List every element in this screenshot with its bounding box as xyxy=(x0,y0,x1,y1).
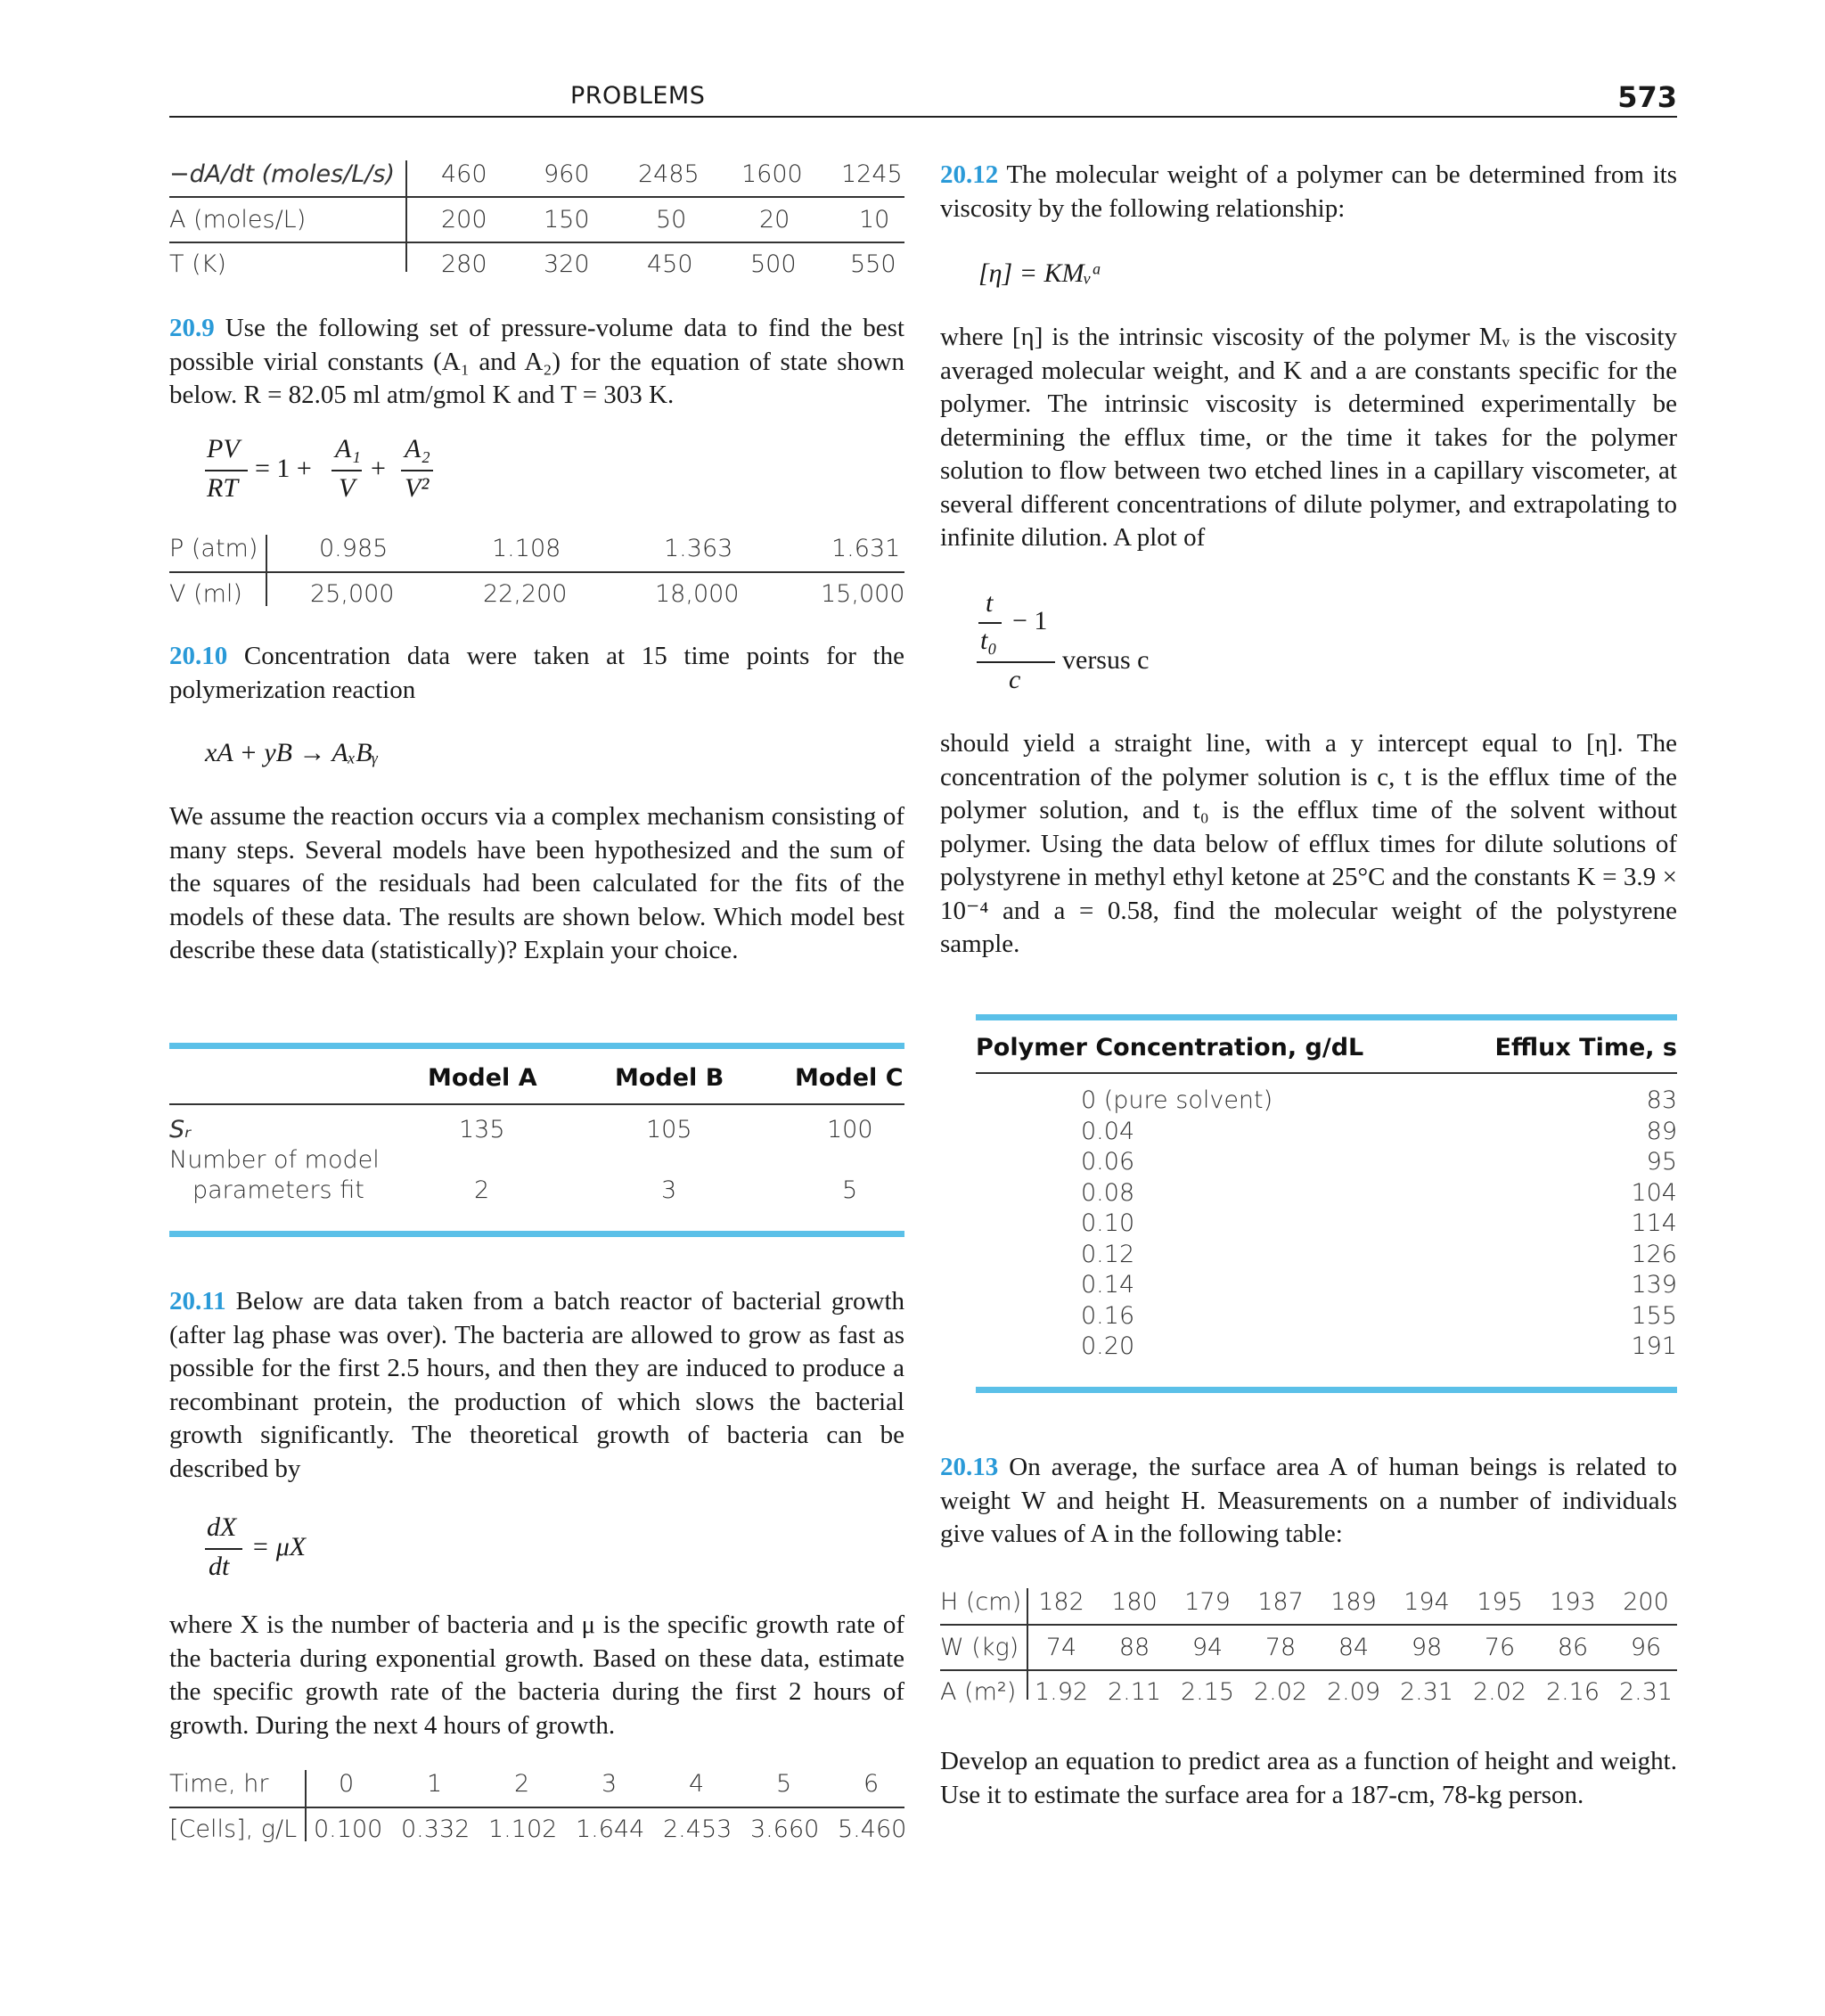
cell: 25,000 xyxy=(310,580,395,608)
concentration-cell: 0 (pure solvent) xyxy=(1081,1086,1273,1114)
table-cell: 2.31 xyxy=(1399,1678,1454,1706)
column-header: Model B xyxy=(615,1064,724,1092)
cell: 200 xyxy=(441,206,487,234)
cell: 15,000 xyxy=(821,580,905,608)
row-label: Time, hr xyxy=(169,1770,269,1798)
problem-20-10-text: We assume the reaction occurs via a complex mechanism consisting of many steps. Several models have been hypothesized and the sum of the squares of the residuals had been calculated for the fits of the models of these data. The results are shown below. Which model best describe these data (statistically)? Explain your choice. xyxy=(169,802,904,964)
cell: 4 xyxy=(689,1770,705,1798)
cell: 3 xyxy=(602,1770,618,1798)
cell: 3.660 xyxy=(750,1815,820,1843)
row-label: W (kg) xyxy=(940,1634,1019,1661)
row-label: [Cells], g/L xyxy=(169,1815,298,1843)
cell: 1 xyxy=(427,1770,443,1798)
table-rule xyxy=(169,571,904,573)
table-cell: 2.31 xyxy=(1618,1678,1674,1706)
row-label: Sᵣ xyxy=(169,1116,192,1143)
row-label: Number of model xyxy=(169,1146,380,1174)
efflux-time-column xyxy=(1631,1086,1677,1363)
cell: 135 xyxy=(459,1116,505,1143)
cell: 2 xyxy=(514,1770,530,1798)
problem-number: 20.9 xyxy=(169,314,215,342)
table-cell: 2.09 xyxy=(1326,1678,1381,1706)
efflux-time-cell: 104 xyxy=(1631,1178,1677,1207)
table-cell: 74 xyxy=(1045,1634,1077,1661)
column-header: Efflux Time, s xyxy=(1494,1034,1677,1061)
table-cell: 195 xyxy=(1477,1588,1523,1616)
concentration-cell: 0.06 xyxy=(1081,1148,1135,1176)
eq-num: PV xyxy=(207,434,240,463)
table-top-rule xyxy=(976,1014,1677,1020)
table-cell: 189 xyxy=(1330,1588,1377,1616)
concentration-column xyxy=(1081,1086,1273,1363)
table-rule xyxy=(169,1103,904,1105)
problem-20-12 xyxy=(940,159,1677,225)
reaction-equation: xA + yB → AₓBᵧ xyxy=(205,738,379,767)
table-cell: 2.11 xyxy=(1107,1678,1162,1706)
area-grid xyxy=(940,1588,1677,1713)
table-cell: 2.02 xyxy=(1253,1678,1308,1706)
table-divider xyxy=(305,1770,307,1841)
efflux-time-cell: 126 xyxy=(1631,1240,1677,1268)
eq-den: V² xyxy=(405,473,430,503)
row-label: A (moles/L) xyxy=(169,206,307,234)
table-cell: 96 xyxy=(1630,1634,1662,1661)
table-cell: 2.02 xyxy=(1472,1678,1527,1706)
cell: 2.453 xyxy=(663,1815,732,1843)
problem-text: On average, the surface area A of human beings is related to weight W and height H. Measurements on a number of individuals give values of A in the following table: xyxy=(940,1453,1677,1548)
model-table xyxy=(169,1052,904,1230)
table-cell: 94 xyxy=(1191,1634,1223,1661)
column-header: Model C xyxy=(795,1064,904,1092)
eq-op: = 1 + xyxy=(255,454,312,483)
fraction-line xyxy=(205,1548,242,1550)
concentration-cell: 0.14 xyxy=(1081,1271,1135,1299)
problem-text: Below are data taken from a batch reactor of bacterial growth (after lag phase was over). The bacteria are allowed to grow as fast as possible for the first 2.5 hours, and then they are induced to produce a recombinant protein, the production of which slows the bacterial growth significantly. The theoretical growth of bacteria can be described by xyxy=(169,1287,905,1483)
table-cell: 2.16 xyxy=(1545,1678,1600,1706)
row-label: P (atm) xyxy=(169,535,258,562)
problem-20-9 xyxy=(169,312,904,413)
column-header: Polymer Concentration, g/dL xyxy=(976,1034,1364,1061)
cell: 5 xyxy=(776,1770,792,1798)
problem-number: 20.12 xyxy=(940,160,999,189)
cell: 1.631 xyxy=(831,535,901,562)
table-cell: 180 xyxy=(1111,1588,1158,1616)
cell: 10 xyxy=(859,206,890,234)
eq-den: dt xyxy=(209,1552,230,1581)
table-rule xyxy=(169,196,904,198)
problem-number: 20.11 xyxy=(169,1287,226,1315)
concentration-cell: 0.20 xyxy=(1081,1332,1135,1360)
cell: 100 xyxy=(827,1116,873,1143)
row-label: A (m²) xyxy=(940,1678,1017,1706)
cell: 6 xyxy=(863,1770,880,1798)
table-cell: 179 xyxy=(1184,1588,1231,1616)
expr-t: t xyxy=(986,588,994,618)
cell: 450 xyxy=(647,250,693,278)
cell: 0.332 xyxy=(401,1815,471,1843)
table-bottom-rule xyxy=(976,1387,1677,1393)
table-cell: 88 xyxy=(1118,1634,1150,1661)
rate-table xyxy=(169,160,904,285)
fraction-line xyxy=(978,622,1002,624)
running-head: PROBLEMS xyxy=(570,82,706,110)
eq-rhs: = μX xyxy=(251,1532,307,1561)
cell: 1.363 xyxy=(664,535,733,562)
viscosity-equation: [η] = KMᵥᵃ xyxy=(978,258,1102,288)
row-label: H (cm) xyxy=(940,1588,1022,1616)
table-divider xyxy=(266,535,267,606)
growth-table xyxy=(169,1770,907,1850)
problem-text: The molecular weight of a polymer can be determined from its viscosity by the following relationship: xyxy=(940,160,1677,223)
table-cell: 84 xyxy=(1338,1634,1370,1661)
table-cell: 78 xyxy=(1264,1634,1297,1661)
fraction-line xyxy=(205,470,248,471)
row-label: parameters fit xyxy=(192,1176,364,1204)
cell: 280 xyxy=(441,250,487,278)
efflux-time-cell: 114 xyxy=(1631,1209,1677,1237)
problem-20-13 xyxy=(940,1451,1677,1552)
cell: 1.644 xyxy=(576,1815,645,1843)
expr-versus: versus c xyxy=(1062,645,1150,675)
row-label: T (K) xyxy=(169,250,226,278)
table-cell: 193 xyxy=(1550,1588,1596,1616)
table-top-rule xyxy=(169,1043,904,1049)
table-cell: 182 xyxy=(1038,1588,1084,1616)
problem-20-11 xyxy=(169,1285,904,1486)
cell: 0.985 xyxy=(319,535,389,562)
concentration-cell: 0.08 xyxy=(1081,1178,1135,1207)
problem-text: Use the following set of pressure-volume data to find the best possible virial constants (A₁ and A₂) for the equation of state shown below. R = 82.05 ml atm/gmol K and T = 303 K. xyxy=(169,314,904,409)
table-cell: 1.92 xyxy=(1034,1678,1089,1706)
cell: 2485 xyxy=(638,160,700,188)
table-cell: 200 xyxy=(1623,1588,1669,1616)
eq-op: + xyxy=(371,454,386,483)
cell: 0 xyxy=(339,1770,355,1798)
efflux-time-cell: 139 xyxy=(1631,1271,1677,1299)
cell: 150 xyxy=(544,206,590,234)
eq-num: dX xyxy=(207,1512,237,1542)
cell: 460 xyxy=(441,160,487,188)
cell: 1.108 xyxy=(492,535,561,562)
pv-table xyxy=(169,535,904,615)
problem-20-11-text: where X is the number of bacteria and μ is the specific growth rate of the bacteria during exponential growth. Based on these data, estimate the specific growth rate of the bacteria during the first 2 hours of growth. During the next 4 hours of growth. xyxy=(169,1610,904,1740)
eq-den: V xyxy=(339,473,356,503)
concentration-cell: 0.10 xyxy=(1081,1209,1135,1237)
eq-num: A₁ xyxy=(335,434,361,463)
fraction-line xyxy=(401,470,433,471)
fraction-line xyxy=(331,470,362,471)
surface-area-table xyxy=(940,1588,1677,1713)
problem-20-13-text: Develop an equation to predict area as a function of height and weight. Use it to estimate the surface area for a 187-cm, 78-kg person. xyxy=(940,1747,1677,1809)
cell: 50 xyxy=(656,206,687,234)
page-number: 573 xyxy=(1617,80,1677,114)
plot-expression xyxy=(977,588,1208,695)
problem-text: Concentration data were taken at 15 time points for the polymerization reaction xyxy=(169,642,904,704)
cell: 2 xyxy=(474,1176,490,1204)
row-label: −dA/dt (moles/L/s) xyxy=(169,160,396,188)
concentration-cell: 0.04 xyxy=(1081,1117,1135,1145)
cell: 320 xyxy=(544,250,590,278)
cell: 5 xyxy=(842,1176,858,1204)
table-rule xyxy=(976,1072,1677,1074)
table-bottom-rule xyxy=(169,1231,904,1237)
efflux-time-cell: 89 xyxy=(1646,1117,1677,1145)
column-header: Model A xyxy=(428,1064,537,1092)
table-cell: 86 xyxy=(1557,1634,1589,1661)
header-rule xyxy=(169,116,1677,118)
expr-c: c xyxy=(1009,665,1021,694)
table-divider xyxy=(405,160,407,272)
cell: 550 xyxy=(850,250,896,278)
cell: 18,000 xyxy=(655,580,740,608)
table-rule xyxy=(169,242,904,243)
cell: 960 xyxy=(544,160,590,188)
eq-num: A₂ xyxy=(405,434,430,463)
cell: 1.102 xyxy=(488,1815,558,1843)
cell: 1245 xyxy=(841,160,903,188)
table-rule xyxy=(169,1807,904,1808)
concentration-cell: 0.16 xyxy=(1081,1301,1135,1330)
table-cell: 76 xyxy=(1484,1634,1516,1661)
cell: 105 xyxy=(646,1116,692,1143)
cell: 1600 xyxy=(741,160,803,188)
problem-number: 20.10 xyxy=(169,642,228,670)
cell: 20 xyxy=(759,206,790,234)
virial-equation xyxy=(205,434,472,505)
cell: 500 xyxy=(750,250,797,278)
efflux-table xyxy=(976,1025,1677,1386)
efflux-time-cell: 191 xyxy=(1631,1332,1677,1360)
growth-equation xyxy=(205,1512,383,1584)
efflux-time-cell: 83 xyxy=(1646,1086,1677,1114)
cell: 3 xyxy=(661,1176,677,1204)
cell: 5.460 xyxy=(838,1815,907,1843)
problem-20-10 xyxy=(169,640,904,707)
table-cell: 187 xyxy=(1257,1588,1304,1616)
table-cell: 98 xyxy=(1411,1634,1443,1661)
table-cell: 2.15 xyxy=(1180,1678,1235,1706)
problem-20-12-text: where [η] is the intrinsic viscosity of the polymer Mᵥ is the viscosity averaged molecular weight, and K and a are constants specific for the polymer. The intrinsic viscosity is determined experimentally be determining the efflux time, or the time it takes for the polymer solution to flow between two etched lines in a capillary viscometer, at several different concentrations of dilute polymer, and extrapolating to infinite dilution. A plot of xyxy=(940,323,1677,552)
concentration-cell: 0.12 xyxy=(1081,1240,1135,1268)
efflux-time-cell: 95 xyxy=(1646,1148,1677,1176)
eq-den: RT xyxy=(207,473,239,503)
expr-minus: − 1 xyxy=(1012,606,1048,635)
problem-20-12-text-2: should yield a straight line, with a y intercept equal to [η]. The concentration of the polymer solution is c, t is the efflux time of the polymer solution, and t₀ is the efflux time of the solvent without polymer. Using the data below of efflux times for dilute solutions of polystyrene in methyl ethyl ketone at 25°C and the constants K = 3.9 × 10⁻⁴ and a = 0.58, find the molecular weight of the polystyrene sample. xyxy=(940,729,1677,958)
efflux-time-cell: 155 xyxy=(1631,1301,1677,1330)
cell: 0.100 xyxy=(314,1815,383,1843)
expr-t0: t₀ xyxy=(980,626,997,655)
table-cell: 194 xyxy=(1404,1588,1450,1616)
row-label: V (ml) xyxy=(169,580,242,608)
problem-number: 20.13 xyxy=(940,1453,999,1481)
cell: 22,200 xyxy=(483,580,568,608)
fraction-line xyxy=(977,661,1055,663)
